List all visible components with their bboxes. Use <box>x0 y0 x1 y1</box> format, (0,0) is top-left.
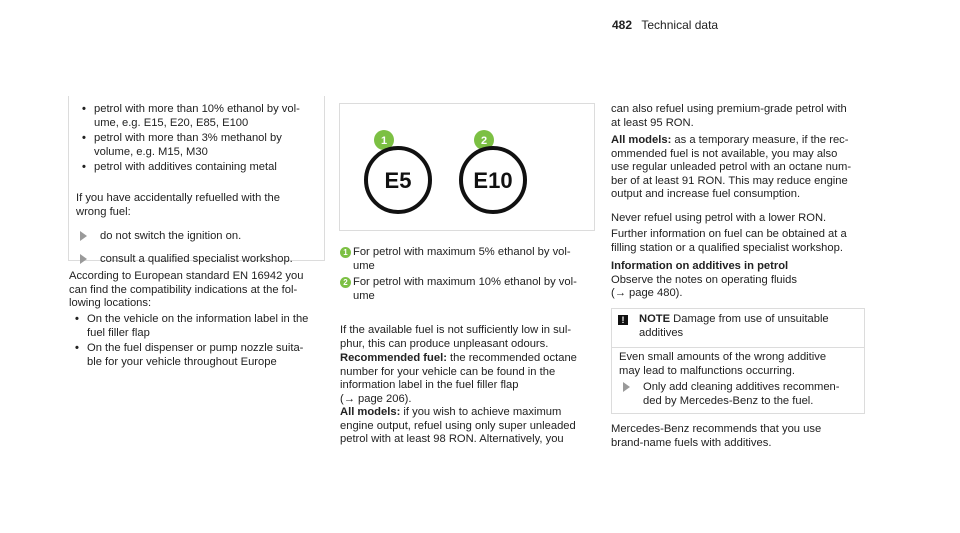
fuel-label-figure <box>339 103 595 231</box>
page-reference: (→ page 206). <box>340 392 412 405</box>
callout-number: 2 <box>340 277 351 288</box>
step-item: consult a qualified specialist workshop. <box>76 253 293 267</box>
list-item: • On the fuel dispenser or pump nozzle suita- ble for your vehicle throughout Europe <box>75 342 304 368</box>
arrow-icon <box>80 254 87 264</box>
callout-number: 1 <box>340 247 351 258</box>
callout-number: 2 <box>480 135 488 147</box>
step-item: Only add cleaning additives recommen- ded by Mercedes-Benz to the fuel. <box>619 381 878 408</box>
legend-item: 1 For petrol with maximum 5% ethanol by vol- ume <box>340 246 600 273</box>
section-title: Technical data <box>641 18 719 32</box>
legend-item: 2 For petrol with maximum 10% ethanol by vol- ume <box>340 276 600 303</box>
standard-paragraph: According to European standard EN 16942 you can find the compatibility indications at the fol- lowing locations: <box>69 270 304 310</box>
arrow-icon <box>623 382 630 392</box>
callout-number: 1 <box>380 135 388 147</box>
all-models-paragraph: All models: if you wish to achieve maximum engine output, refuel using only super unleaded petrol with at least 98 RON. Alternatively, you <box>340 406 576 446</box>
list-item: • On the vehicle on the information label in the fuel filler flap <box>75 313 309 339</box>
badge-e5 <box>366 130 430 212</box>
closing-paragraph: Mercedes-Benz recommends that you use brand-name fuels with additives. <box>611 423 822 449</box>
additives-section: Information on additives in petrol Observe the notes on operating fluids (→ page 480). <box>611 260 876 301</box>
list-item: • petrol with more than 10% ethanol by vol- ume, e.g. E15, E20, E85, E100 <box>82 103 300 129</box>
section-heading: Information on additives in petrol <box>611 260 789 272</box>
page-reference: (→ page 480). <box>611 287 683 300</box>
all-models-label: All models: <box>340 406 401 418</box>
note-box: ! NOTE Damage from use of unsuitable additives Even small amounts of the wrong additive may lead to malfunctions occurring. Only add cleaning additives recommen- ded by Mercedes-Benz to the fuel. <box>611 308 865 414</box>
further-info-paragraph: Further information on fuel can be obtained at a filling station or a qualified specialist workshop. <box>611 228 847 254</box>
notice-icon: ! <box>618 315 628 325</box>
figure-legend <box>340 246 600 303</box>
never-refuel-text: Never refuel using petrol with a lower RON. <box>611 212 827 224</box>
fuel-label-illustration <box>340 104 594 230</box>
locations-list <box>75 313 330 369</box>
page-number: 482 <box>612 18 633 32</box>
warning-box-continued <box>68 96 325 265</box>
premium-paragraph: can also refuel using premium-grade petrol with at least 95 RON. <box>611 103 847 129</box>
note-label: NOTE <box>639 313 671 325</box>
e10-label: E10 <box>473 168 513 193</box>
recommended-label: Recommended fuel: <box>340 352 447 364</box>
temporary-measure-paragraph: All models: as a temporary measure, if the rec- ommended fuel is not available, you may also use regular unleaded petrol with an octane num- ber of at least 91 RON. This may reduce engine output and increase fuel consumption. <box>611 134 852 201</box>
list-item: • petrol with additives containing metal <box>82 161 277 174</box>
arrow-icon <box>80 231 87 241</box>
e5-label: E5 <box>384 168 412 193</box>
all-models-label: All models: <box>611 134 672 146</box>
badge-e10 <box>461 130 525 212</box>
wrong-fuel-intro: If you have accidentally refuelled with the wrong fuel: <box>76 192 280 218</box>
recommended-fuel-paragraph: Recommended fuel: the recommended octane number for your vehicle can be found in the information label in the fuel filler flap (→ page 206). <box>340 352 602 406</box>
sulphur-paragraph: If the available fuel is not sufficiently low in sul- phur, this can produce unpleasant odours. <box>340 324 572 350</box>
note-body: Even small amounts of the wrong additive may lead to malfunctions occurring. <box>619 351 827 377</box>
list-item: • petrol with more than 3% methanol by volume, e.g. M15, M30 <box>82 132 282 158</box>
page-header <box>612 19 718 33</box>
step-item: do not switch the ignition on. <box>76 230 241 244</box>
